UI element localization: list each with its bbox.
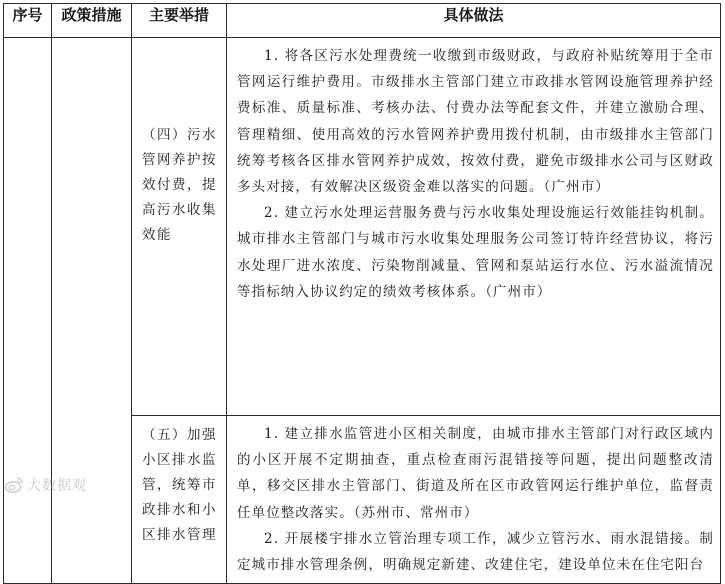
measure-cell: （四）污水管网养护按效付费，提高污水收集效能 — [132, 38, 227, 416]
detail-paragraph: 1. 将各区污水处理费统一收缴到市级财政，与政府补贴统筹用于全市管网运行维护费用。市级排水主管部门建立市政排水管网设施管理养护经费标准、质量标准、考核办法、付费办法等配套文件，并建立激励合理、管理精细、使用高效的污水管网养护费用拨付机制，由市级排水主管部门统筹考核各区排水管网养护成效，按效付费，避免市级排水公司与区财政多头对接，有效解决区级资金难以落实的问题。（广州市） — [237, 48, 714, 196]
watermark-text: 大数据观 — [27, 478, 87, 494]
policy-cell — [52, 38, 132, 584]
header-measure: 主要举措 — [132, 4, 227, 38]
policy-table — [3, 3, 721, 584]
table-header-row — [4, 4, 721, 38]
detail-cell — [227, 416, 721, 584]
detail-paragraph: 2. 建立污水处理运营服务费与污水收集处理设施运行效能挂钩机制。城市排水主管部门与城市污水收集处理服务公司签订特许经营协议，将污水处理厂进水浓度、污染物削减量、管网和泵站运行水位、污水溢流情况等指标纳入协议约定的绩效考核体系。（广州市） — [237, 205, 714, 300]
detail-paragraph: 2. 开展楼宇排水立管治理专项工作，减少立管污水、雨水混错接。制定城市排水管理条例，明确规定新建、改建住宅，建设单位未在住宅阳台 — [237, 530, 714, 574]
header-detail: 具体做法 — [227, 4, 721, 38]
table-row — [4, 38, 721, 416]
index-cell — [4, 38, 52, 584]
measure-cell: （五）加强小区排水监管，统筹市政排水和小区排水管理 — [132, 416, 227, 584]
detail-cell — [227, 38, 721, 416]
detail-paragraph: 1. 建立排水监管进小区相关制度，由城市排水主管部门对行政区域内的小区开展不定期抽查，重点检查雨污混错接等问题，提出问题整改清单，移交区排水主管部门、街道及所在区市政管网运行维护单位，监督责任单位整改落实。（苏州市、常州市） — [237, 426, 714, 521]
header-index: 序号 — [4, 4, 52, 38]
header-policy: 政策措施 — [52, 4, 132, 38]
